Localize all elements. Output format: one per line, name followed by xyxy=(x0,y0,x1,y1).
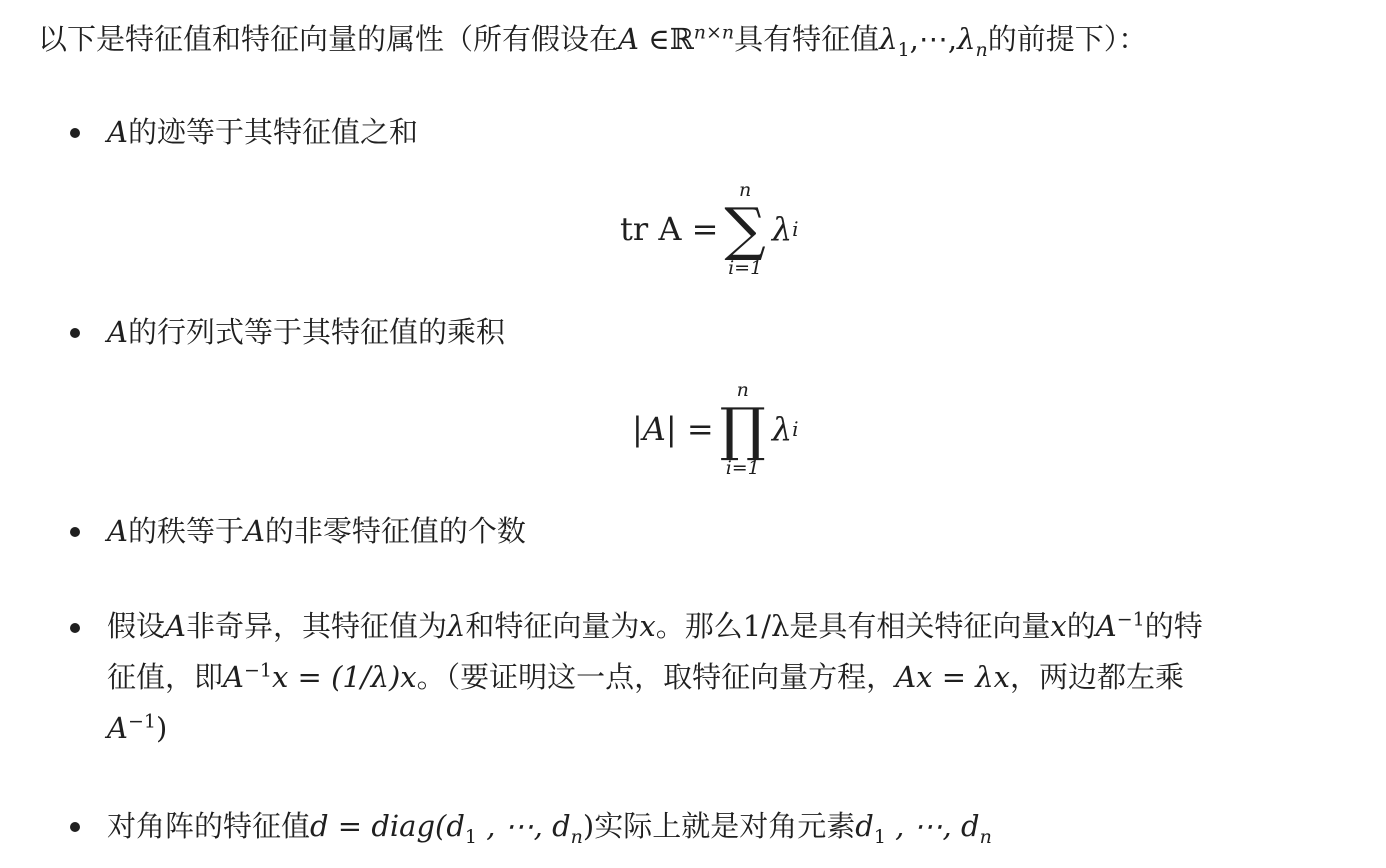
inverse-superscript: −1 xyxy=(1116,608,1145,631)
diag-element: d xyxy=(855,809,874,843)
subscript-1: 1 xyxy=(873,825,886,848)
close-paren: ) xyxy=(582,809,595,843)
sum-symbol: ∑ xyxy=(724,195,766,263)
text: ，两边都左乘 xyxy=(1009,660,1184,694)
inverse-superscript: −1 xyxy=(127,710,156,733)
text: 的特 xyxy=(1144,609,1203,643)
text: 。（要证明这一点，取特征向量方程， xyxy=(416,660,896,694)
matrix-A-inverse: A xyxy=(223,660,244,694)
bullet-1 xyxy=(70,128,86,144)
list-item-rank xyxy=(107,505,526,557)
dimension-superscript: n×n xyxy=(693,21,735,44)
element-of-symbol: ∈ xyxy=(648,22,670,56)
subscript-1: 1 xyxy=(464,825,477,848)
lambda-term: λ xyxy=(771,210,793,248)
upper-limit: n xyxy=(739,179,752,201)
diag-ellipsis: , ⋯, d xyxy=(476,809,571,843)
subscript-n: n xyxy=(570,825,583,848)
intro-text-1: 以下是特征值和特征向量的属性（所有假设在 xyxy=(38,22,619,56)
matrix-A-inverse: A xyxy=(107,711,128,745)
reals-symbol: ℝ xyxy=(669,22,694,56)
text: 。那么 xyxy=(655,609,743,643)
lower-limit: i=1 xyxy=(728,257,763,279)
inverse-superscript: −1 xyxy=(243,659,272,682)
matrix-A-inverse: A xyxy=(1095,609,1117,643)
text: 征值，即 xyxy=(107,660,224,694)
subscript-n: n xyxy=(975,38,988,61)
lambda-term: λ xyxy=(771,410,793,448)
bullet-5 xyxy=(70,822,86,838)
equation-determinant: |A| = n ∏ i=1 λ i xyxy=(632,379,799,479)
bullet-4 xyxy=(70,623,86,639)
product-operator xyxy=(720,380,766,478)
matrix-A: A xyxy=(243,514,265,548)
reciprocal-lambda: 1/λ xyxy=(742,609,790,643)
list-item-inverse xyxy=(107,601,1337,754)
diag-elements-tail: , ⋯, d xyxy=(885,809,980,843)
product-symbol: ∏ xyxy=(719,395,766,463)
matrix-A: A xyxy=(107,315,128,349)
lambda-symbol-n: λ xyxy=(957,22,976,56)
ellipsis: ,⋯, xyxy=(909,22,958,56)
matrix-A: A xyxy=(165,609,186,643)
text: 的 xyxy=(1066,609,1096,643)
close-paren: ) xyxy=(155,711,168,745)
equation-trace: tr A = n ∑ i=1 λ i xyxy=(620,179,799,279)
text: 是具有相关特征向量 xyxy=(789,609,1051,643)
bullet-2 xyxy=(70,328,86,344)
list-item-diagonal xyxy=(107,800,992,852)
text: 和特征向量为 xyxy=(465,609,640,643)
inverse-equation: x = (1/λ)x xyxy=(271,660,417,694)
equation-lhs: tr A = xyxy=(620,210,719,248)
text: 非奇异，其特征值为 xyxy=(185,609,447,643)
matrix-A: A xyxy=(107,115,128,149)
item-text-2: 的非零特征值的个数 xyxy=(264,514,526,548)
text: 假设 xyxy=(107,609,166,643)
vector-x: x xyxy=(639,609,656,643)
matrix-A: A xyxy=(107,514,128,548)
vector-x: x xyxy=(1050,609,1067,643)
item-text-1: 的秩等于 xyxy=(127,514,244,548)
summation-operator xyxy=(724,180,765,278)
upper-limit: n xyxy=(736,379,749,401)
item-text: 的行列式等于其特征值的乘积 xyxy=(127,315,505,349)
lambda-symbol: λ xyxy=(879,22,898,56)
subscript-n: n xyxy=(979,825,992,848)
text: 实际上就是对角元素 xyxy=(594,809,856,843)
text: 对角阵的特征值 xyxy=(107,809,311,843)
lower-limit: i=1 xyxy=(725,457,760,479)
equation-lhs: |A| = xyxy=(632,410,714,448)
list-item-determinant xyxy=(107,306,505,358)
intro-sentence xyxy=(38,16,1358,62)
intro-text-3: 的前提下）： xyxy=(987,22,1148,56)
bullet-3 xyxy=(70,527,86,543)
matrix-A: A xyxy=(618,22,639,56)
list-item-trace xyxy=(107,106,418,158)
intro-text-2: 具有特征值 xyxy=(734,22,880,56)
eigen-equation: Ax = λx xyxy=(895,660,1010,694)
item-text: 的迹等于其特征值之和 xyxy=(127,115,418,149)
diag-expression: d = diag(d xyxy=(310,809,465,843)
lambda-symbol: λ xyxy=(446,609,466,643)
subscript-1: 1 xyxy=(897,38,910,61)
